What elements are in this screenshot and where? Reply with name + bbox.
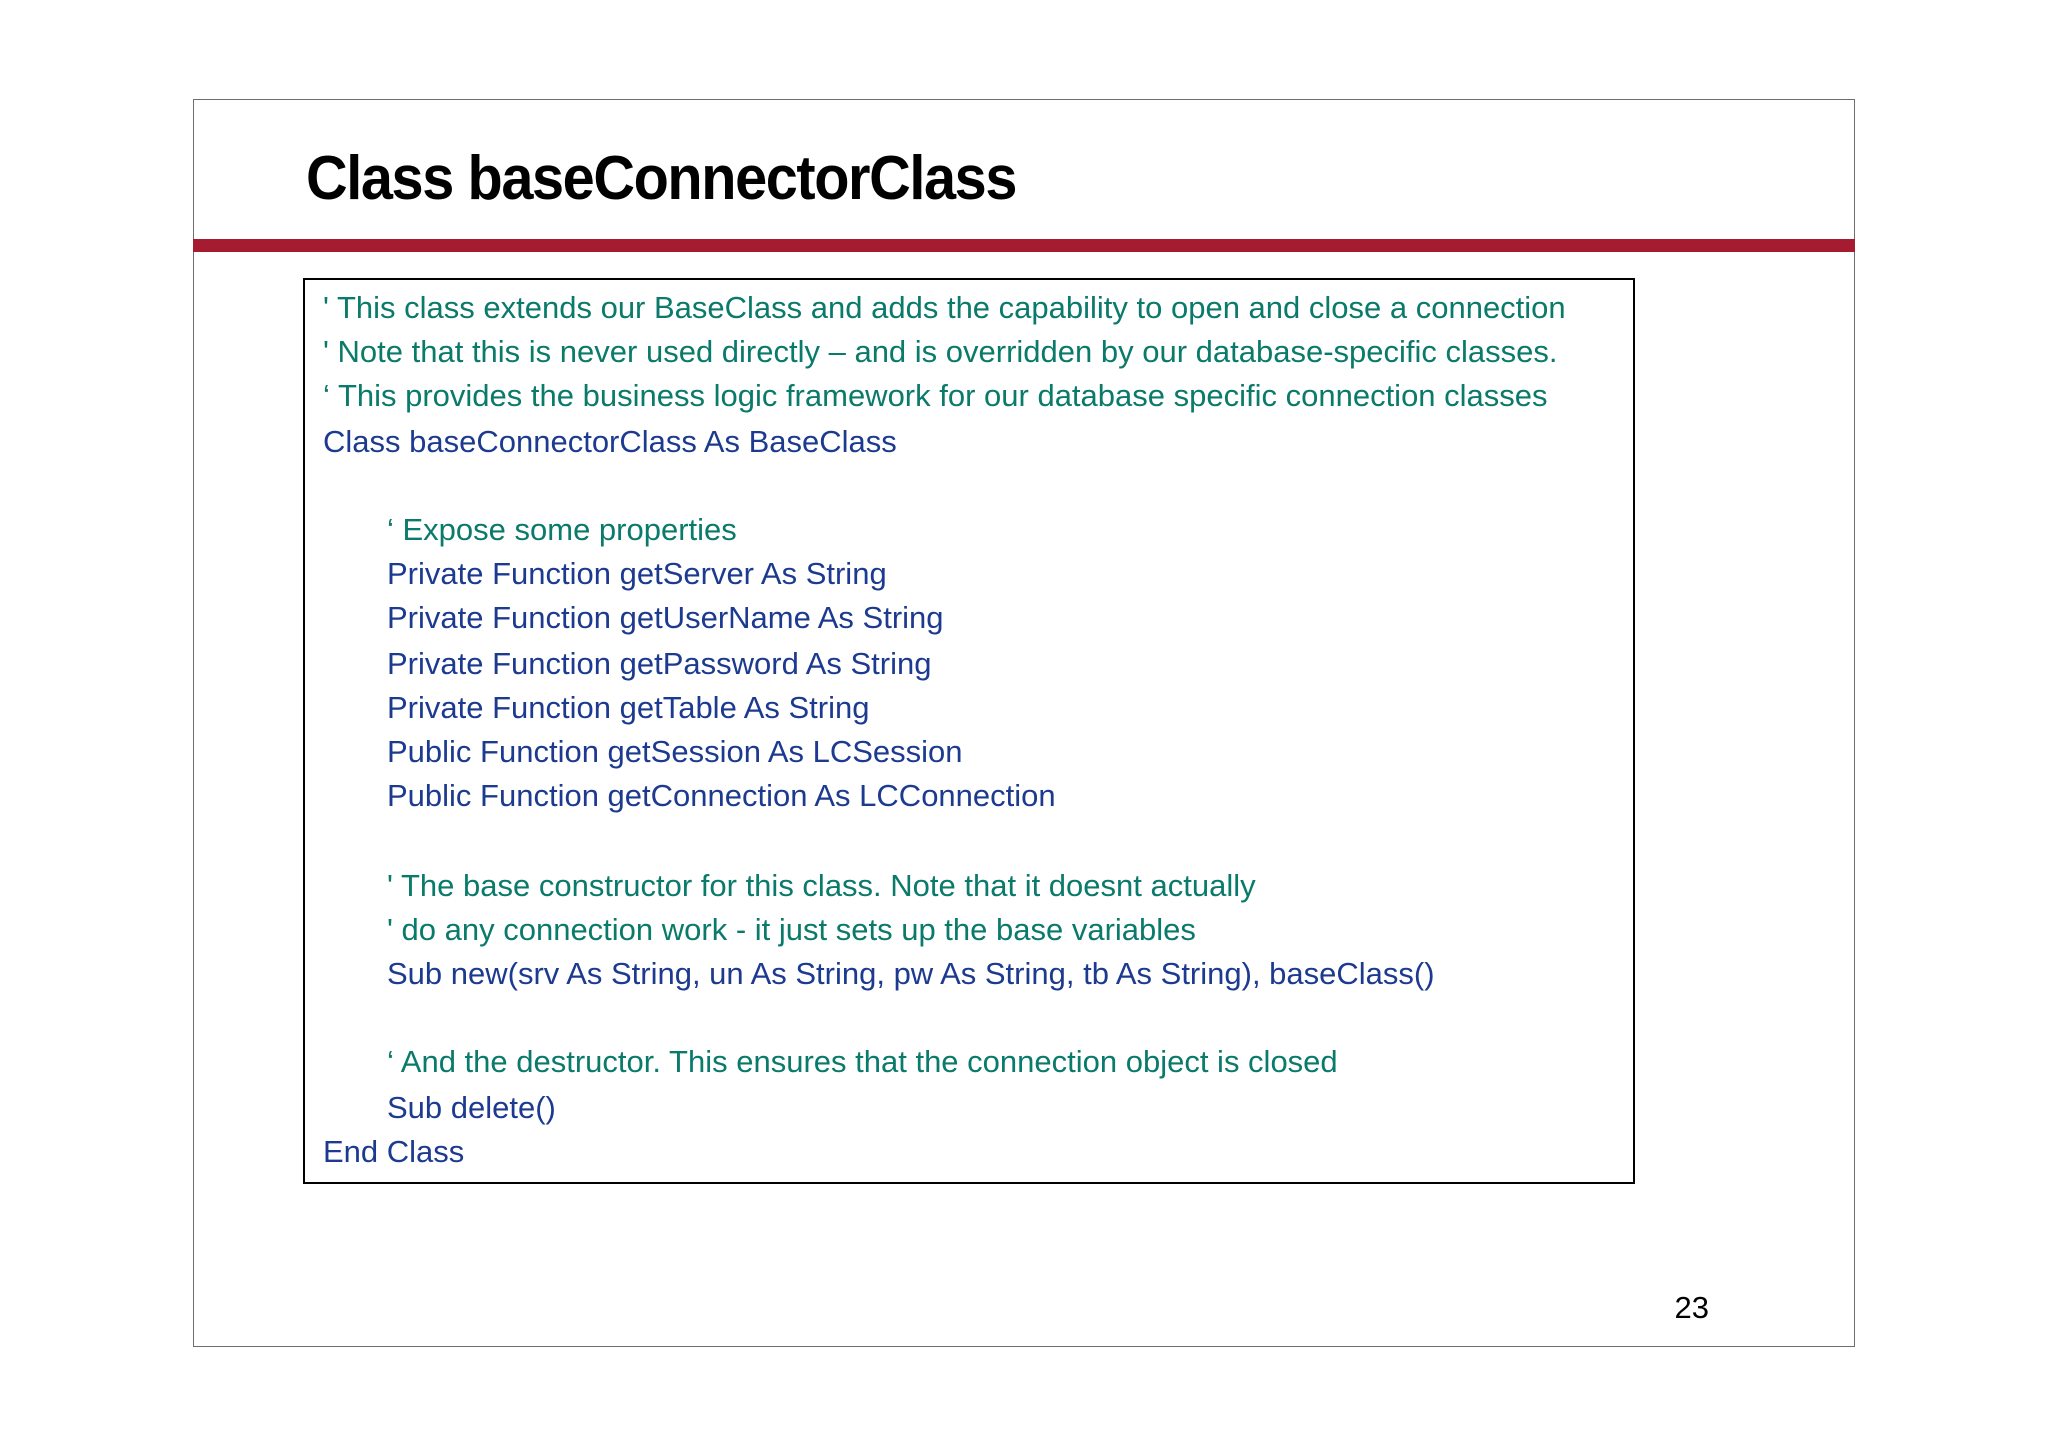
code-comment-line: ' The base constructor for this class. Note that it doesnt actually xyxy=(387,868,1256,903)
code-statement-line: End Class xyxy=(323,1134,465,1169)
code-comment-line: ‘ This provides the business logic framework for our database specific connection classes xyxy=(323,378,1548,413)
code-comment-line: ' Note that this is never used directly – and is overridden by our database-specific classes. xyxy=(323,334,1558,369)
title-underline-rule xyxy=(193,239,1855,252)
code-listing-box xyxy=(303,278,1635,1184)
slide-title: Class baseConnectorClass xyxy=(306,144,1016,213)
slide xyxy=(193,99,1855,1347)
code-statement-line: Private Function getTable As String xyxy=(387,690,870,725)
code-comment-line: ‘ Expose some properties xyxy=(387,512,737,547)
code-statement-line: Sub delete() xyxy=(387,1090,556,1125)
code-statement-line: Public Function getSession As LCSession xyxy=(387,734,963,769)
code-statement-line: Class baseConnectorClass As BaseClass xyxy=(323,424,897,459)
code-statement-line: Sub new(srv As String, un As String, pw As String, tb As String), baseClass() xyxy=(387,956,1435,991)
code-statement-line: Private Function getUserName As String xyxy=(387,600,944,635)
page-number: 23 xyxy=(1674,1290,1709,1325)
code-statement-line: Private Function getPassword As String xyxy=(387,646,932,681)
code-statement-line: Private Function getServer As String xyxy=(387,556,887,591)
code-statement-line: Public Function getConnection As LCConnection xyxy=(387,778,1056,813)
code-comment-line: ‘ And the destructor. This ensures that the connection object is closed xyxy=(387,1044,1338,1079)
code-comment-line: ' do any connection work - it just sets up the base variables xyxy=(387,912,1196,947)
code-comment-line: ' This class extends our BaseClass and adds the capability to open and close a connection xyxy=(323,290,1566,325)
